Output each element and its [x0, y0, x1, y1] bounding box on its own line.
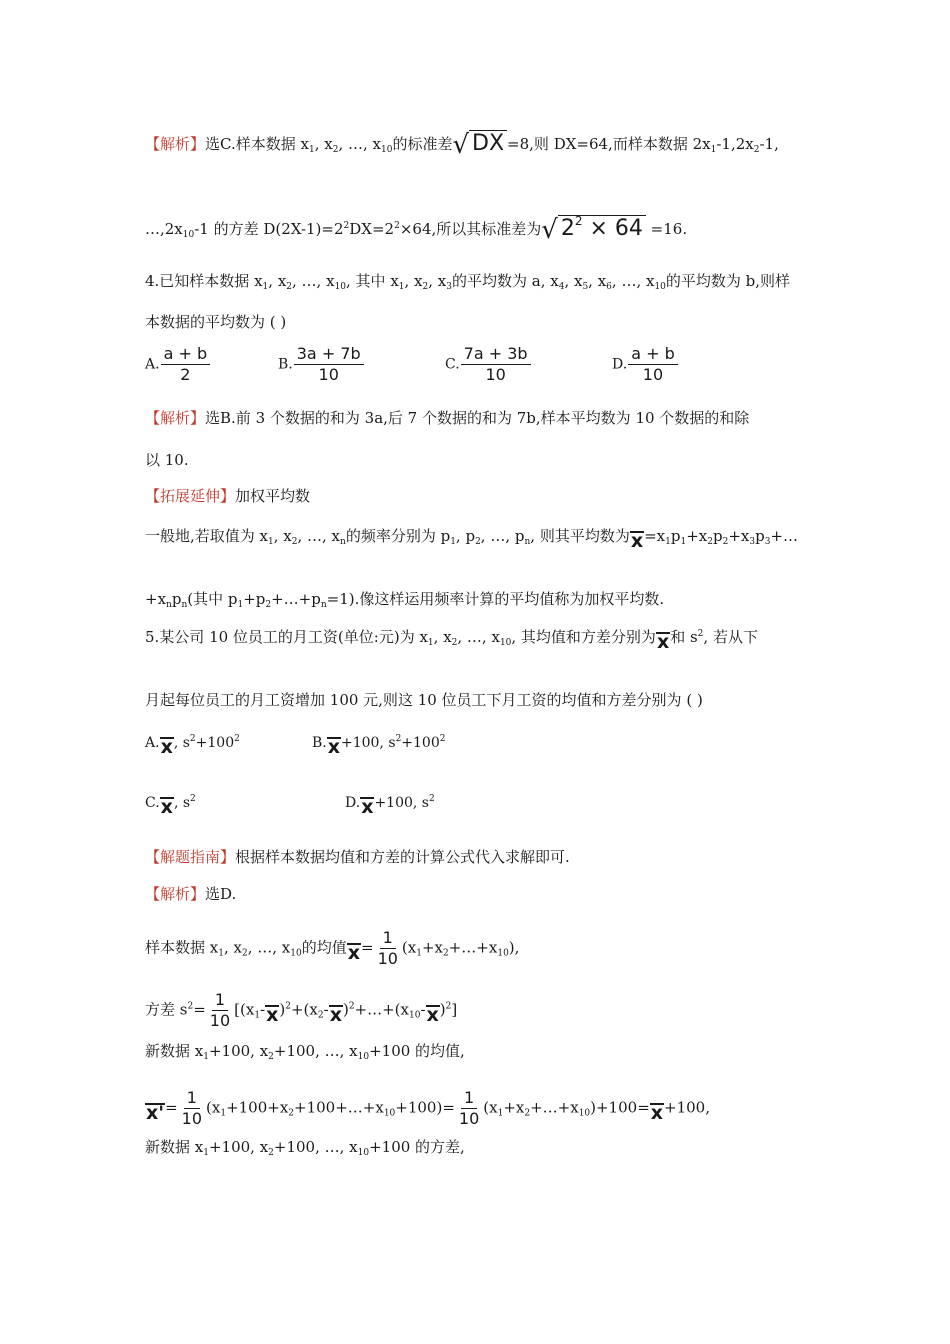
- x-bar-symbol: x: [266, 1003, 279, 1026]
- fraction: $\frac{3a + 7b}{10}$: [294, 344, 364, 385]
- new-data-variance-label: 新数据 $x_1+100$, $x_2+100$, …, $x_{10}+100$ 的方差,: [145, 1138, 465, 1158]
- new-mean-formula: x'= $\frac{1}{10}$ $(x_1+100+x_2+100+\dots+x_{10}+100)=$ $\frac{1}{10}$ $(x_1+x_2+\dots+x_{10})+100=x+100$,: [146, 1088, 710, 1128]
- x-bar-symbol: x: [426, 1003, 439, 1026]
- fraction: $\frac{1}{10}$: [458, 1088, 480, 1128]
- question-5-answer: 【解析】选D.: [145, 885, 237, 903]
- fraction: $\frac{7a + 3b}{10}$: [461, 344, 531, 385]
- analysis-line-1: 【解析】选C.样本数据 $x_1$, $x_2$, …, $x_{10}$的标准差 √ DX =8,则 DX=64,而样本数据 $2x_1-1,2x_2-1$,: [145, 130, 779, 160]
- x-bar-symbol: x: [160, 796, 173, 818]
- fraction: $\frac{1}{10}$: [181, 1088, 203, 1128]
- analysis-tag: 【解析】: [145, 885, 206, 903]
- mean-formula: 样本数据 $x_1$, $x_2$, …, $x_{10}$的均值x= $\frac{1}{10}$ $(x_1+x_2+\dots+x_{10})$,: [145, 928, 520, 968]
- question-5-guide: 【解题指南】根据样本数据均值和方差的计算公式代入求解即可.: [145, 848, 570, 866]
- sqrt-dx: √ DX: [452, 130, 507, 160]
- sqrt-expression: √ $2^2 \times 64$: [541, 215, 646, 245]
- extension-tag: 【拓展延伸】: [145, 487, 236, 505]
- variance-formula: 方差 $s^2=$ $\frac{1}{10}$ $[(x_1-x)^2+(x_2-x)^2+\dots+(x_{10}-x)^2]$: [145, 990, 458, 1030]
- fraction: $\frac{a + b}{2}$: [161, 344, 211, 385]
- x-bar-symbol: x: [630, 530, 644, 552]
- question-5-line-2: 月起每位员工的月工资增加 100 元,则这 10 位员工下月工资的均值和方差分别为 ( ): [145, 691, 703, 709]
- question-4-answer-1: 【解析】选B.前 3 个数据的和为 3a,后 7 个数据的和为 7b,样本平均数为 10 个数据的和除: [145, 409, 750, 427]
- analysis-tag: 【解析】: [145, 135, 206, 153]
- option-a[interactable]: A.x, $s^2+100^2$: [145, 734, 240, 758]
- option-c[interactable]: C. $\frac{7a + 3b}{10}$: [445, 344, 532, 385]
- option-d[interactable]: D. $\frac{a + b}{10}$: [612, 344, 679, 385]
- analysis-line-2: $\dots,2x_{10}-1$ 的方差 $D(2X-1)=2^2DX=2^2\times 64$,所以其标准差为 √ $2^2 \times 64$ =16.: [145, 214, 688, 245]
- extension-title: 【拓展延伸】加权平均数: [145, 487, 311, 505]
- x-bar-symbol: x: [327, 736, 341, 758]
- option-c[interactable]: C.x, $s^2$: [145, 794, 196, 818]
- new-data-mean-label: 新数据 $x_1+100$, $x_2+100$, …, $x_{10}+100$ 的均值,: [145, 1042, 465, 1062]
- guide-tag: 【解题指南】: [145, 848, 236, 866]
- extension-line-1: 一般地,若取值为 $x_1$, $x_2$, …, $x_n$的频率分别为 $p_1$, $p_2$, …, $p_n$, 则其平均数为$x=x_1p_1+x_2p_2+x_3p_3+\dots$: [145, 527, 798, 552]
- extension-line-2: $+x_np_n$(其中 $p_1+p_2+\dots+p_n=1$).像这样运用频率计算的平均值称为加权平均数.: [145, 590, 665, 610]
- fraction: $\frac{a + b}{10}$: [628, 344, 678, 385]
- x-bar-symbol: x: [160, 736, 173, 758]
- fraction: $\frac{1}{10}$: [377, 928, 398, 968]
- option-b[interactable]: B. $\frac{3a + 7b}{10}$: [278, 344, 365, 385]
- question-4-line-1: 4.已知样本数据 $x_1$, $x_2$, …, $x_{10}$, 其中 $x_1$, $x_2$, $x_3$的平均数为 a, $x_4$, $x_5$, $x_6$, …, $x_{10}$的平均数为 b,则样: [145, 272, 791, 292]
- x-bar-symbol: x: [656, 631, 670, 653]
- option-d[interactable]: D.x+100, $s^2$: [345, 794, 435, 818]
- x-prime-bar-symbol: x': [146, 1101, 165, 1124]
- x-bar-symbol: x: [650, 1101, 664, 1124]
- x-bar-symbol: x: [329, 1003, 342, 1026]
- question-5-line-1: 5.某公司 10 位员工的月工资(单位:元)为 $x_1$, $x_2$, …, $x_{10}$, 其均值和方差分别为x和 $s^2$, 若从下: [145, 628, 758, 653]
- question-4-answer-2: 以 10.: [145, 451, 189, 469]
- x-bar-symbol: x: [361, 796, 374, 818]
- x-bar-symbol: x: [347, 941, 360, 964]
- analysis-tag: 【解析】: [145, 409, 206, 427]
- option-b[interactable]: B.x+100, $s^2+100^2$: [312, 734, 446, 758]
- fraction: $\frac{1}{10}$: [209, 990, 231, 1030]
- option-a[interactable]: A. $\frac{a + b}{2}$: [145, 344, 211, 385]
- question-4-line-2: 本数据的平均数为 ( ): [145, 313, 287, 331]
